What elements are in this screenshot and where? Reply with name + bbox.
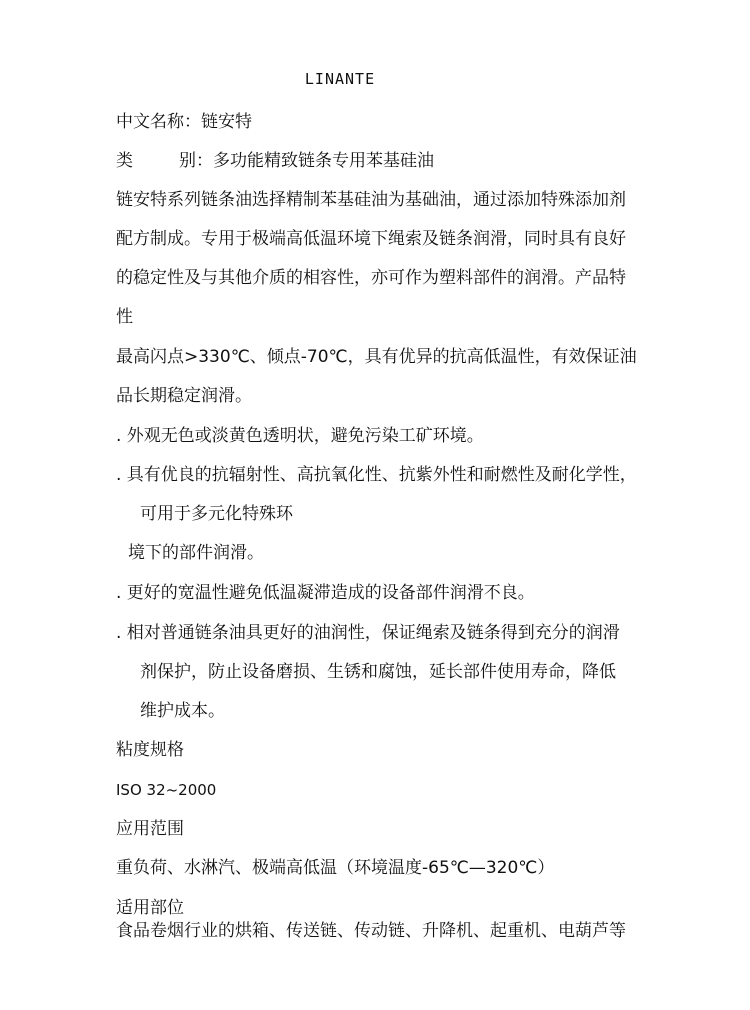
application-heading: 应用范围 [116, 819, 184, 839]
viscosity-heading: 粘度规格 [116, 740, 184, 760]
parts-value: 食品卷烟行业的烘箱、传送链、传动链、升降机、起重机、电葫芦等 [116, 921, 626, 941]
intro-line-2: 配方制成。专用于极端高低温环境下绳索及链条润滑，同时具有良好 [116, 229, 626, 249]
chinese-name-line: 中文名称：链安特 [116, 112, 252, 132]
bullet-resistance-line-2: 可用于多元化特殊环 [140, 504, 293, 524]
intro-line-4: 性 [116, 307, 133, 327]
bullet-temperature: . 更好的宽温性避免低温凝滞造成的设备部件润滑不良。 [116, 583, 535, 603]
intro-line-3: 的稳定性及与其他介质的相容性，亦可作为塑料部件的润滑。产品特 [116, 268, 626, 288]
features-intro-line-2: 品长期稳定润滑。 [116, 386, 252, 406]
bullet-lubricity-line-3: 维护成本。 [140, 701, 225, 721]
bullet-appearance: . 外观无色或淡黄色透明状，避免污染工矿环境。 [116, 426, 484, 446]
application-value: 重负荷、水淋汽、极端高低温（环境温度-65℃—320℃） [116, 858, 555, 878]
bullet-lubricity-line-2: 剂保护，防止设备磨损、生锈和腐蚀，延长部件使用寿命，降低 [140, 662, 616, 682]
features-intro-line-1: 最高闪点>330℃、倾点-70℃，具有优异的抗高低温性，有效保证油 [116, 347, 637, 367]
category-label-part1: 类 [116, 151, 133, 171]
category-line [116, 150, 434, 172]
bullet-resistance-line-3: 境下的部件润滑。 [128, 543, 264, 563]
intro-line-1: 链安特系列链条油选择精制苯基硅油为基础油，通过添加特殊添加剂 [116, 190, 626, 210]
bullet-lubricity-line-1: . 相对普通链条油具更好的油润性，保证绳索及链条得到充分的润滑 [116, 623, 620, 643]
parts-heading: 适用部位 [116, 898, 184, 918]
document-title: LINANTE [304, 70, 376, 88]
bullet-resistance-line-1: . 具有优良的抗辐射性、高抗氧化性、抗紫外性和耐燃性及耐化学性， [116, 465, 637, 485]
category-label-part2: 别：多功能精致链条专用苯基硅油 [179, 151, 434, 171]
viscosity-value: ISO 32~2000 [116, 781, 217, 799]
